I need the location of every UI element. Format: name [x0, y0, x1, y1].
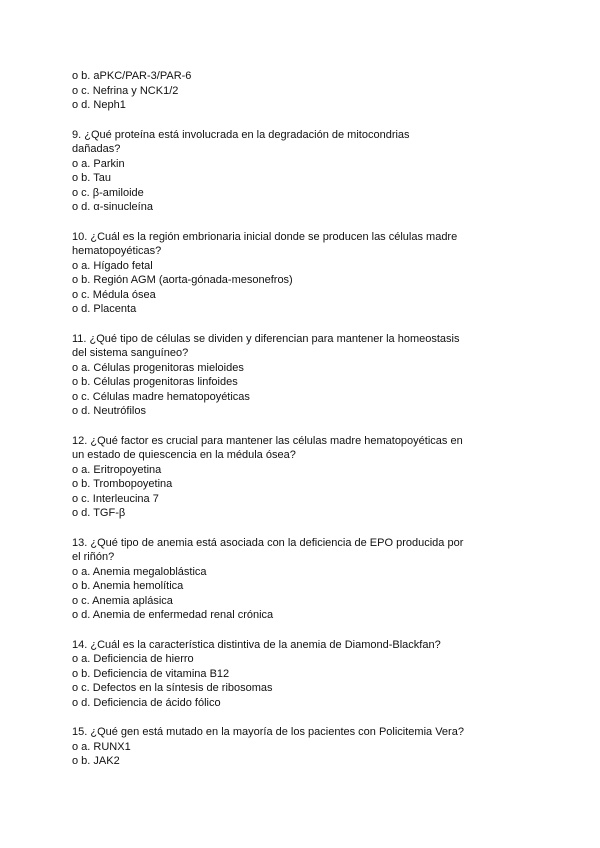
- option-c: o c. Interleucina 7: [72, 492, 159, 505]
- option-line: o c. Nefrina y NCK1/2: [72, 84, 179, 97]
- option-a: o a. Deficiencia de hierro: [72, 653, 194, 665]
- question-text-line: un estado de quiescencia en la médula ósea?: [72, 449, 296, 461]
- question-text-line: 9. ¿Qué proteína está involucrada en la degradación de mitocondrias: [72, 128, 410, 141]
- document-page: [72, 69, 542, 784]
- option-d: o d. Neutrófilos: [72, 405, 146, 417]
- option-d: o d. Deficiencia de ácido fólico: [72, 696, 221, 709]
- question-text-line: 11. ¿Qué tipo de células se dividen y diferencian para mantener la homeostasis: [72, 332, 460, 345]
- question-text-line: 15. ¿Qué gen está mutado en la mayoría de los pacientes con Policitemia Vera?: [72, 726, 464, 738]
- question-11: [72, 332, 542, 419]
- option-c: o c. Anemia aplásica: [72, 594, 173, 607]
- option-b: o b. Células progenitoras linfoides: [72, 376, 238, 388]
- option-c: o c. Médula ósea: [72, 288, 156, 301]
- question-13: [72, 536, 542, 623]
- option-d: o d. α-sinucleína: [72, 201, 153, 213]
- question-text-line: dañadas?: [72, 143, 121, 155]
- option-c: o c. Células madre hematopoyéticas: [72, 390, 250, 403]
- question-14: [72, 638, 542, 711]
- option-b: o b. Tau: [72, 172, 111, 184]
- question-text-line: 14. ¿Cuál es la característica distintiva de la anemia de Diamond-Blackfan?: [72, 638, 441, 651]
- option-c: o c. Defectos en la síntesis de ribosomas: [72, 682, 273, 694]
- option-d: o d. Placenta: [72, 303, 137, 315]
- option-line: o b. aPKC/PAR-3/PAR-6: [72, 70, 192, 82]
- option-a: o a. Eritropoyetina: [72, 463, 162, 476]
- option-d: o d. TGF-β: [72, 507, 126, 519]
- option-b: o b. Deficiencia de vitamina B12: [72, 667, 230, 680]
- question-text-line: hematopoyéticas?: [72, 245, 162, 257]
- question-text-line: 10. ¿Cuál es la región embrionaria inicial donde se producen las células madre: [72, 230, 458, 243]
- question-10: [72, 230, 542, 317]
- question-12: [72, 434, 542, 521]
- option-b: o b. JAK2: [72, 755, 120, 767]
- option-a: o a. Anemia megaloblástica: [72, 565, 207, 578]
- option-b: o b. Anemia hemolítica: [72, 580, 184, 592]
- option-a: o a. RUNX1: [72, 740, 131, 753]
- option-line: o d. Neph1: [72, 99, 126, 111]
- question-9: [72, 128, 542, 215]
- option-d: o d. Anemia de enfermedad renal crónica: [72, 609, 274, 621]
- option-a: o a. Células progenitoras mieloides: [72, 361, 244, 374]
- option-b: o b. Trombopoyetina: [72, 478, 173, 490]
- question-text-line: 12. ¿Qué factor es crucial para mantener las células madre hematopoyéticas en: [72, 434, 463, 447]
- question-text-line: el riñón?: [72, 551, 115, 563]
- option-b: o b. Región AGM (aorta-gónada-mesonefros): [72, 274, 293, 286]
- option-a: o a. Hígado fetal: [72, 259, 153, 272]
- option-a: o a. Parkin: [72, 157, 125, 170]
- question-15: [72, 725, 542, 769]
- question-text-line: del sistema sanguíneo?: [72, 347, 189, 359]
- option-c: o c. β-amiloide: [72, 186, 144, 199]
- carryover-options: [72, 69, 542, 113]
- question-text-line: 13. ¿Qué tipo de anemia está asociada con la deficiencia de EPO producida por: [72, 536, 464, 549]
